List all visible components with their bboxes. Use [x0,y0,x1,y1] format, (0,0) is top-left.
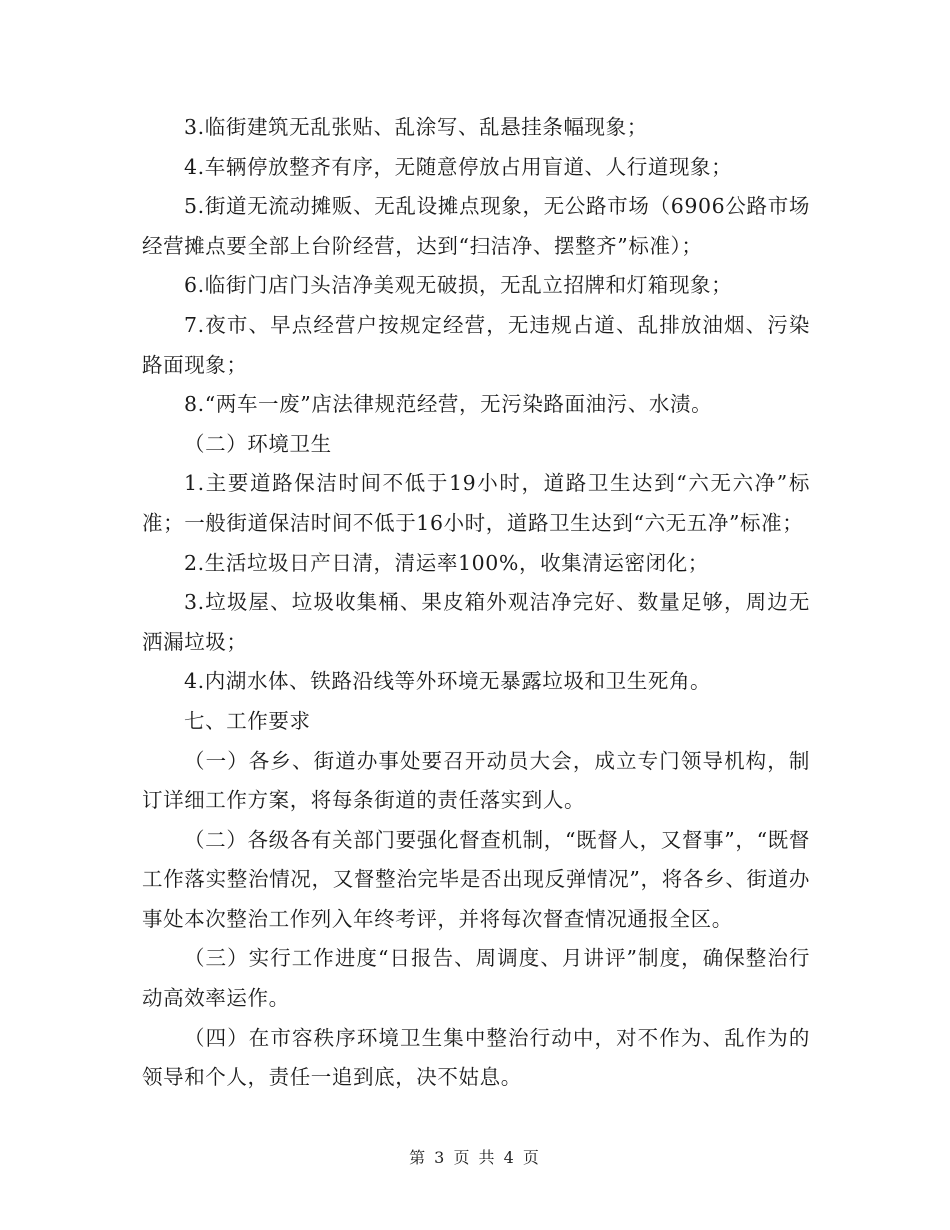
paragraph: 5.街道无流动摊贩、无乱设摊点现象，无公路市场（6906公路市场经营摊点要全部上台阶经营，达到“扫洁净、摆整齐”标准）； [142,194,810,258]
page-number-footer: 第 3 页 共 4 页 [409,1148,541,1167]
section-heading: 七、工作要求 [184,708,311,733]
paragraph: 2.生活垃圾日产日清，清运率100%，收集清运密闭化； [184,550,709,575]
paragraph: 1.主要道路保洁时间不低于19小时，道路卫生达到“六无六净”标准；一般街道保洁时间不低于16小时，道路卫生达到“六无五净”标准； [142,471,811,535]
paragraph: （二）各级各有关部门要强化督查机制，“既督人，又督事”，“既督工作落实整治情况，又督整治完毕是否出现反弹情况”，将各乡、街道办事处本次整治工作列入年终考评，并将每次督查情况通报全区。 [142,827,810,931]
document-body [142,108,810,1098]
paragraph: 4.内湖水体、铁路沿线等外环境无暴露垃圾和卫生死角。 [184,669,712,694]
paragraph: 7.夜市、早点经营户按规定经营，无违规占道、乱排放油烟、污染路面现象； [142,312,810,377]
paragraph: 3.垃圾屋、垃圾收集桶、果皮箱外观洁净完好、数量足够，周边无洒漏垃圾； [142,590,810,654]
paragraph: （三）实行工作进度“日报告、周调度、月讲评”制度，确保整治行动高效率运作。 [142,946,810,1011]
section-heading: （二）环境卫生 [184,431,332,456]
paragraph: （一）各乡、街道办事处要召开动员大会，成立专门领导机构，制订详细工作方案，将每条街道的责任落实到人。 [142,748,810,813]
paragraph: （四）在市容秩序环境卫生集中整治行动中，对不作为、乱作为的领导和个人，责任一追到底，决不姑息。 [142,1025,810,1090]
paragraph: 4.车辆停放整齐有序，无随意停放占用盲道、人行道现象； [184,154,733,179]
paragraph: 6.临街门店门头洁净美观无破损，无乱立招牌和灯箱现象； [184,273,733,298]
paragraph: 3.临街建筑无乱张贴、乱涂写、乱悬挂条幅现象； [184,115,648,139]
paragraph: 8.“两车一废”店法律规范经营，无污染路面油污、水渍。 [184,392,713,417]
